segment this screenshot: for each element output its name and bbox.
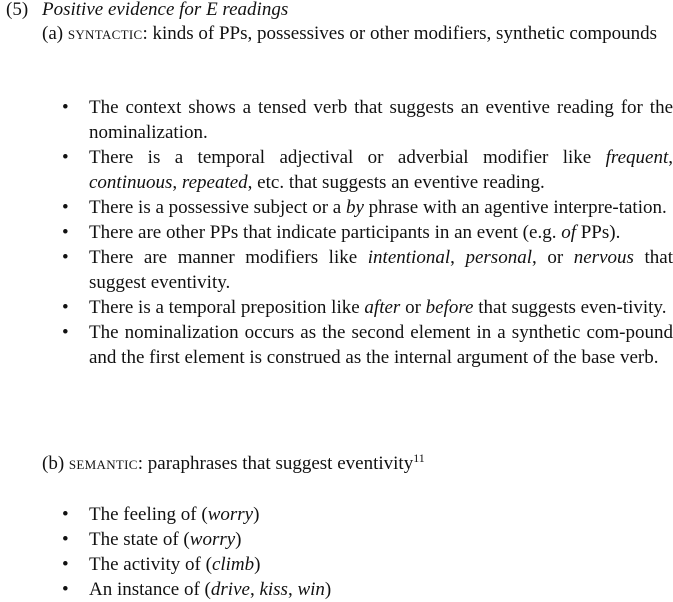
bullet-icon: • [62,554,69,575]
list-item [0,552,673,577]
item-text: The state of ( [89,529,190,550]
syntactic-heading [42,21,662,46]
list-item [0,502,673,527]
list-item [0,527,673,552]
italic-term: frequent [605,147,669,168]
list-item [0,295,673,320]
list-item [0,220,673,245]
semantic-rest: : paraphrases that suggest eventivity [137,453,414,474]
item-text: or [400,297,426,318]
item-text: There is a possessive subject or a [89,197,346,218]
bullet-icon: • [62,322,69,343]
bullet-icon: • [62,222,69,243]
list-item [0,577,673,602]
item-text: There is a temporal adjectival or adverbial modifier like [89,147,606,168]
item-text: that suggests even-tivity. [473,297,667,318]
syntactic-bullet-list [0,95,673,370]
item-text: There are other PPs that indicate participants in an event (e.g. [89,222,562,243]
item-text: The feeling of ( [89,504,208,525]
italic-term: drive [210,579,250,600]
italic-term: worry [189,529,236,550]
italic-term: kiss [259,579,288,600]
italic-term: worry [207,504,254,525]
syntactic-prefix: (a) [42,23,68,44]
item-text: ) [235,529,242,550]
item-text: , etc. that suggests an eventive reading. [247,172,545,193]
italic-term: before [425,297,474,318]
item-text: , [668,147,673,168]
italic-term: after [364,297,401,318]
item-text: , [249,579,260,600]
bullet-icon: • [62,197,69,218]
semantic-heading [42,451,662,476]
syntactic-label: syntactic [67,23,143,44]
italic-term: personal [465,247,532,268]
item-text: The activity of ( [89,554,212,575]
example-title: Positive evidence for E readings [42,0,289,20]
item-text: , or [531,247,574,268]
item-text: The context shows a tensed verb that suggests an eventive reading for the nominalization. [89,97,673,143]
item-text: There are manner modifiers like [89,247,368,268]
italic-term: intentional [367,247,451,268]
bullet-icon: • [62,247,69,268]
bullet-icon: • [62,579,69,600]
italic-term: continuous [89,172,173,193]
list-item [0,245,673,295]
list-item [0,195,673,220]
italic-term: of [561,222,576,243]
semantic-label: semantic [68,453,138,474]
item-text: that suggest eventivity. [89,247,673,293]
item-text: ) [324,579,332,600]
syntactic-rest: : kinds of PPs, possessives or other modifiers, synthetic compounds [142,23,658,44]
item-text: , [172,172,182,193]
item-text: PPs). [575,222,621,243]
italic-term: nervous [573,247,634,268]
italic-term: by [345,197,364,218]
italic-term: win [297,579,325,600]
bullet-icon: • [62,297,69,318]
list-item [0,320,673,370]
list-item [0,145,673,195]
semantic-bullet-list [0,502,673,602]
italic-term: climb [211,554,255,575]
item-text: The nominalization occurs as the second element in a synthetic com-pound and the first element is construed as the internal argument of the base verb. [89,322,673,368]
item-text: ) [253,504,260,525]
footnote-marker: 11 [413,451,425,465]
item-text: phrase with an agentive interpre-tation. [363,197,667,218]
bullet-icon: • [62,504,69,525]
list-item [0,95,673,145]
example-number: (5) [6,0,29,20]
bullet-icon: • [62,97,69,118]
item-text: There is a temporal preposition like [89,297,365,318]
bullet-icon: • [62,147,69,168]
semantic-prefix: (b) [42,453,69,474]
italic-term: repeated [181,172,248,193]
item-text: An instance of ( [89,579,211,600]
item-text: ) [254,554,261,575]
item-text: , [450,247,466,268]
item-text: , [287,579,298,600]
bullet-icon: • [62,529,69,550]
